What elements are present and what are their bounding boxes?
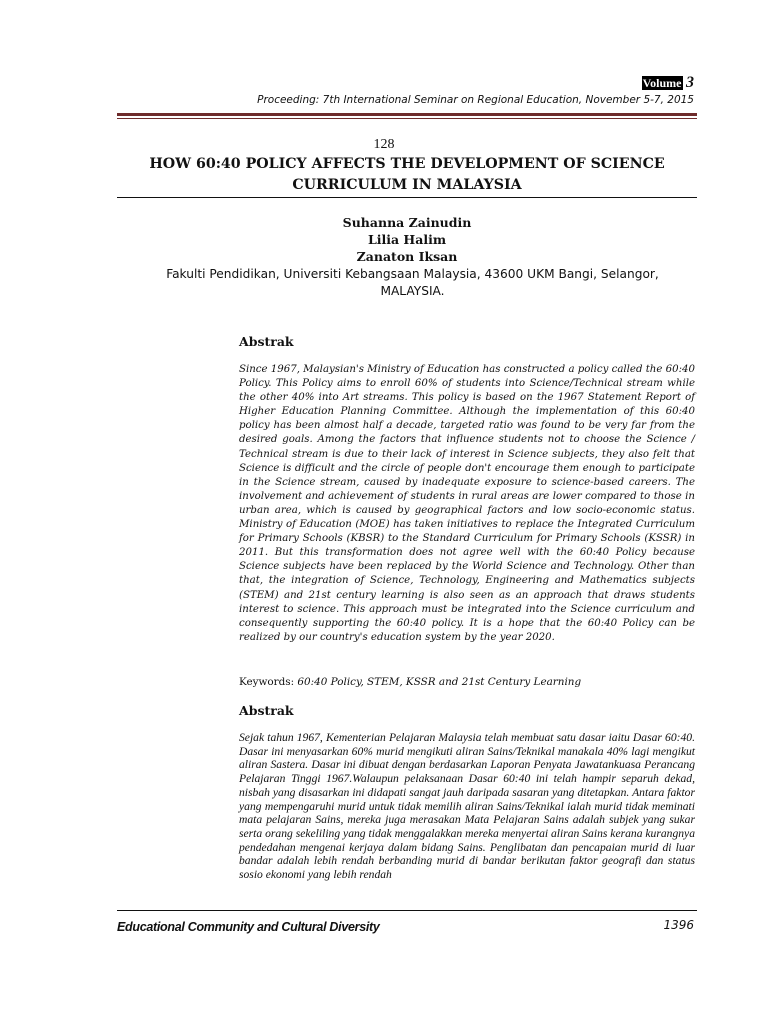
author-name: Lilia Halim [367, 232, 447, 247]
abstract-text-malay: Sejak tahun 1967, Kementerian Pelajaran Malaysia telah membuat satu dasar iaitu Dasar 60:40. Dasar ini menyasarkan 60% murid mengikuti aliran Sains/Teknikal manakala 40% lagi mengikut aliran Sastera. Dasar ini dibuat dengan berdasarkan Laporan Penyata Jawatankuasa Perancang Pelajaran Tinggi 1967.Walaupun pelaksanaan Dasar 60:40 ini telah hampir separuh dekad, nisbah yang disasarkan ini didapati sangat jauh daripada sasaran yang ditetapkan. Antara faktor yang mempengaruhi murid untuk tidak memilih aliran Sains/Teknikal ialah murid tidak meminati mata pelajaran Sains, mereka juga merasakan Mata Pelajaran Sains adalah subjek yang sukar serta orang sekeliling yang tidak menggalakkan mereka menyertai aliran Sains kerana kurangnya pendedahan mengenai kerjaya dalam bidang Sains. Penglibatan dan pencapaian murid di luar bandar adalah lebih rendah berbanding murid di bandar berikutan faktor geografi dan status sosio ekonomi yang lebih rendah [239, 731, 695, 882]
paper-title: HOW 60:40 POLICY AFFECTS THE DEVELOPMENT OF SCIENCE CURRICULUM IN MALAYSIA [149, 156, 665, 193]
keywords-value: 60:40 Policy, STEM, KSSR and 21st Century Learning [297, 676, 582, 688]
title-divider [117, 197, 697, 198]
abstract-heading-malay: Abstrak [239, 703, 294, 718]
proceeding-line: Proceeding: 7th International Seminar on Regional Education, November 5-7, 2015 [257, 94, 694, 106]
header-divider-thick [117, 113, 697, 116]
volume-indicator [642, 74, 694, 93]
keywords [239, 676, 695, 688]
volume-label: Volume [642, 76, 682, 90]
author-list [117, 214, 697, 265]
footer-journal-name: Educational Community and Cultural Diversity [117, 920, 380, 934]
author-affiliation: Fakulti Pendidikan, Universiti Kebangsaan Malaysia, 43600 UKM Bangi, Selangor, MALAYSIA. [166, 267, 659, 298]
author-name: Zanaton Iksan [356, 249, 458, 264]
author-name: Suhanna Zainudin [342, 215, 472, 230]
paper-number: 128 [373, 137, 395, 152]
footer-page-number: 1396 [663, 918, 694, 932]
footer-divider [117, 910, 697, 911]
abstract-heading-english: Abstrak [239, 334, 294, 349]
keywords-label: Keywords: [239, 676, 295, 688]
abstract-text-english: Since 1967, Malaysian's Ministry of Education has constructed a policy called the 60:40 Policy. This Policy aims to enroll 60% of students into Science/Technical stream while the other 40% into Art streams. This policy is based on the 1967 Statement Report of Higher Education Planning Committee. Although the implementation of this 60:40 policy has been almost half a decade, targeted ratio was found to be very far from the desired goals. Among the factors that influence students not to choose the Science / Technical stream is due to their lack of interest in Science subjects, they also felt that Science is difficult and the circle of people don't encourage them enough to participate in the Science stream, caused by inadequate exposure to science-based careers. The involvement and achievement of students in rural areas are lower compared to those in urban area, which is caused by geographical factors and low socio-economic status. Ministry of Education (MOE) has taken initiatives to replace the Integrated Curriculum for Primary Schools (KBSR) to the Standard Curriculum for Primary Schools (KSSR) in 2011. But this transformation does not agree well with the 60:40 Policy because Science subjects have been replaced by the World Science and Technology. Other than that, the integration of Science, Technology, Engineering and Mathematics subjects (STEM) and 21st century learning is also seen as an approach that draws students interest to science. This approach must be integrated into the Science curriculum and consequently supporting the 60:40 policy. It is a hope that the 60:40 Policy can be realized by our country's education system by the year 2020. [239, 364, 695, 643]
volume-number: 3 [686, 74, 694, 91]
header-divider-thin [117, 118, 697, 119]
